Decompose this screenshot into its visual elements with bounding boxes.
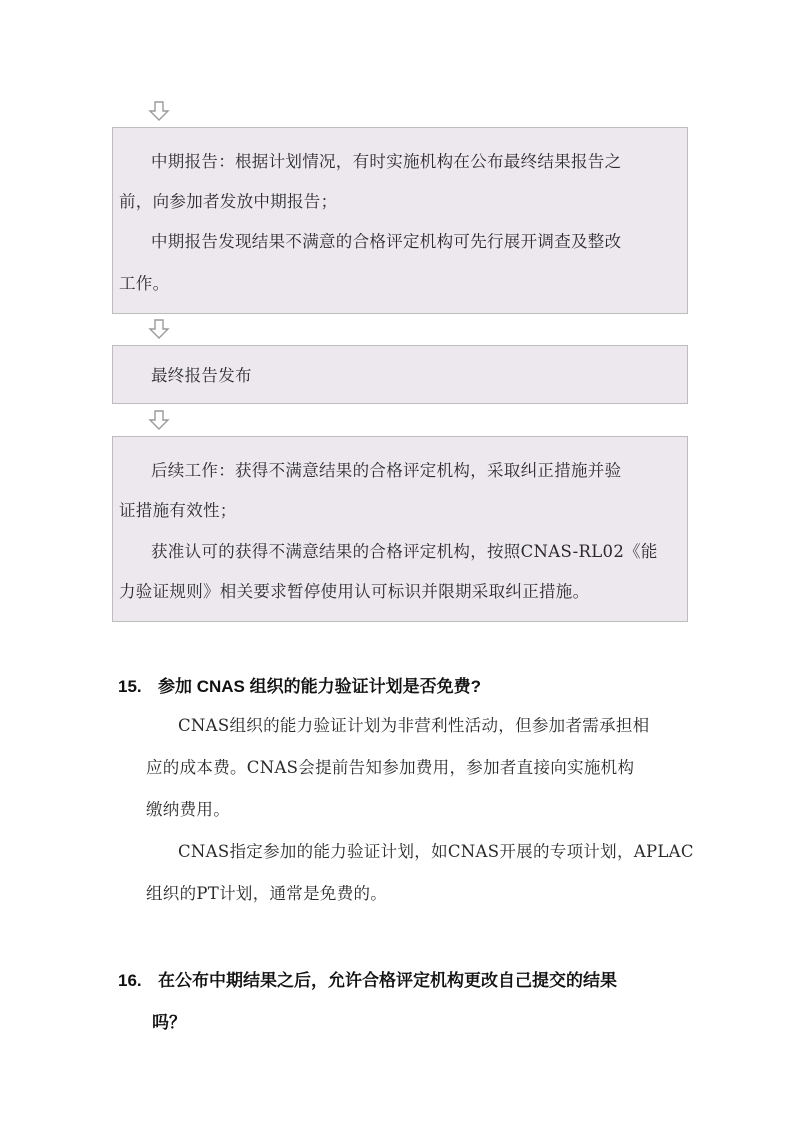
question-16-heading [118, 970, 617, 992]
box-line: 中期报告：根据计划情况，有时实施机构在公布最终结果报告之 [151, 152, 622, 171]
flow-box-follow-up [112, 436, 688, 622]
box-line: 最终报告发布 [151, 366, 252, 385]
box-line: 后续工作：获得不满意结果的合格评定机构，采取纠正措施并验 [151, 461, 622, 480]
paragraph-line: CNAS组织的能力验证计划为非营利性活动，但参加者需承担相 [178, 716, 650, 735]
flow-box-interim-report [112, 127, 688, 314]
paragraph-line: 应的成本费。CNAS会提前告知参加费用，参加者直接向实施机构 [146, 758, 635, 777]
down-arrow-icon [148, 318, 170, 340]
box-line: 前，向参加者发放中期报告； [119, 192, 338, 211]
flow-box-final-report [112, 345, 688, 404]
box-line: 中期报告发现结果不满意的合格评定机构可先行展开调查及整改 [151, 232, 622, 251]
question-number: 15. [118, 677, 142, 696]
question-15-heading [118, 676, 481, 698]
paragraph-line: 缴纳费用。 [146, 800, 230, 819]
down-arrow-icon [148, 100, 170, 122]
down-arrow-icon [148, 409, 170, 431]
paragraph-line: CNAS指定参加的能力验证计划，如CNAS开展的专项计划，APLAC [178, 842, 694, 861]
question-title-continued: 吗？ [152, 1013, 186, 1032]
question-number: 16. [118, 971, 142, 990]
question-title: 在公布中期结果之后，允许合格评定机构更改自己提交的结果 [158, 971, 617, 990]
box-line: 力验证规则》相关要求暂停使用认可标识并限期采取纠正措施。 [119, 582, 590, 601]
paragraph-line: 组织的PT计划，通常是免费的。 [146, 884, 388, 903]
box-line: 工作。 [119, 274, 170, 293]
box-line: 证措施有效性； [119, 501, 237, 520]
question-title: 参加 CNAS 组织的能力验证计划是否免费? [158, 677, 481, 696]
box-line: 获准认可的获得不满意结果的合格评定机构，按照CNAS-RL02《能 [151, 542, 658, 561]
